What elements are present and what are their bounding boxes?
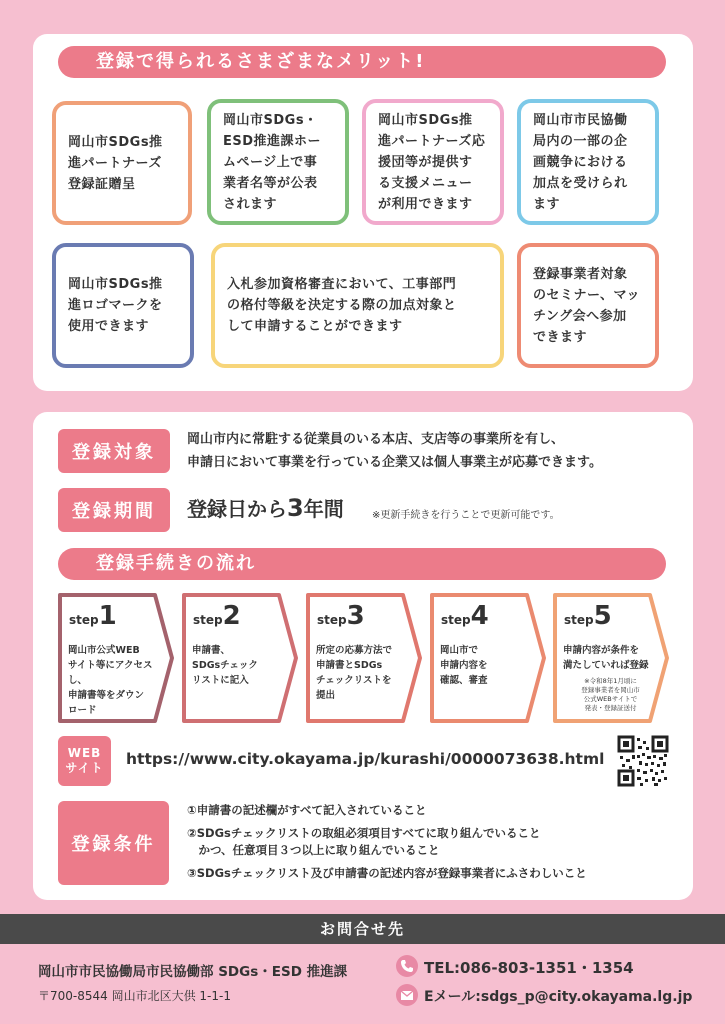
step-4 <box>430 593 547 723</box>
merit-line: 使用できます <box>68 319 150 334</box>
target-line: 岡山市内に常駐する従業員のいる本店、支店等の事業所を有し、 <box>187 432 565 447</box>
merit-card-2 <box>207 99 349 225</box>
merit-line: 岡山市市民協働 <box>533 112 628 128</box>
merit-line: る支援メニュー <box>378 175 473 191</box>
merit-line: の格付等級を決定する際の加点対象と <box>227 298 457 313</box>
contact-title: お問合せ先 <box>0 914 725 944</box>
merit-line: 進パートナーズ <box>68 155 162 171</box>
condition-item-3: ③SDGsチェックリスト及び申請書の記述内容が登録事業者にふさわしいこと <box>187 866 587 880</box>
step-2 <box>182 593 299 723</box>
step-description: 岡山市で 申請内容を 確認、審査 <box>440 645 488 686</box>
merit-line: が利用できます <box>378 196 473 212</box>
phone-icon <box>396 955 418 977</box>
contact-tel: TEL:086-803-1351・1354 <box>424 959 634 977</box>
condition-item-1: ①申請書の記述欄がすべて記入されていること <box>187 803 427 817</box>
merit-card-7 <box>517 243 659 368</box>
target-line: 申請日において事業を行っている企業又は個人事業主が応募できます。 <box>187 455 602 470</box>
step-3 <box>306 593 423 723</box>
merit-line: 進ロゴマークを <box>68 298 163 313</box>
merit-line: ESD推進課ホー <box>223 133 322 149</box>
merit-line: 加点を受けられ <box>533 175 628 191</box>
condition-item-2-cont: かつ、任意項目３つ以上に取り組んでいること <box>187 843 440 857</box>
web-label-line: サイト <box>65 761 104 775</box>
merit-line: 岡山市SDGs推 <box>68 277 163 292</box>
conditions-label: 登録条件 <box>58 801 169 885</box>
merits-title: 登録で得られるさまざまなメリット! <box>58 46 666 78</box>
merit-card-6 <box>211 243 504 368</box>
period-label: 登録期間 <box>58 488 170 532</box>
merit-line: 局内の一部の企 <box>533 133 628 149</box>
web-label-line: WEB <box>67 746 102 760</box>
step-note: ※令和8年1月頃に 登録事業者を岡山市 公式WEBサイトで 発表・登録証送付 <box>581 677 640 712</box>
merit-line: 岡山市SDGs・ <box>223 112 318 128</box>
merit-line: されます <box>223 196 278 212</box>
email-icon <box>396 984 418 1006</box>
contact-department: 岡山市市民協働局市民協働部 SDGs・ESD 推進課 <box>38 964 348 980</box>
target-text <box>187 428 687 474</box>
merit-line: 進パートナーズ応 <box>378 133 486 149</box>
step-heading: step1 <box>69 601 117 631</box>
step-1 <box>58 593 175 723</box>
merit-line: 援団等が提供す <box>378 154 473 170</box>
qr-code-icon <box>617 735 669 787</box>
merit-line: できます <box>533 329 588 345</box>
contact-email: Eメール:sdgs_p@city.okayama.lg.jp <box>424 989 693 1005</box>
target-label: 登録対象 <box>58 429 170 473</box>
step-heading: step2 <box>193 601 241 631</box>
step-heading: step5 <box>564 601 612 631</box>
merit-card-5 <box>52 243 194 368</box>
merit-line: 登録事業者対象 <box>533 266 628 282</box>
step-heading: step3 <box>317 601 365 631</box>
step-description: 申請書、 SDGsチェック リストに記入 <box>192 645 258 686</box>
merit-line: ムページ上で事 <box>223 154 318 170</box>
period-suffix: 年間 <box>303 497 344 521</box>
merit-line: ます <box>533 196 561 212</box>
merit-line: チング会へ参加 <box>533 308 627 324</box>
step-description: 岡山市公式WEB サイト等にアクセスし、 申請書等をダウン ロード <box>68 645 153 716</box>
merit-card-3 <box>362 99 504 225</box>
merit-line: 業者名等が公表 <box>223 175 318 191</box>
step-description: 所定の応募方法で 申請書とSDGs チェックリストを 提出 <box>316 645 393 701</box>
merit-line: 岡山市SDGs推 <box>68 134 163 150</box>
condition-item-2: ②SDGsチェックリストの取組必須項目すべてに取り組んでいること <box>187 826 541 840</box>
contact-address: 〒700-8544 岡山市北区大供 1-1-1 <box>38 989 231 1003</box>
merit-line: 画競争における <box>533 154 628 170</box>
web-url-link[interactable]: https://www.city.okayama.jp/kurashi/0000073638.html <box>126 750 605 768</box>
merit-line: のセミナー、マッ <box>533 287 640 303</box>
merit-line: して申請することができます <box>227 319 403 334</box>
merit-line: 入札参加資格審査において、工事部門 <box>227 277 457 292</box>
period-main <box>187 493 344 522</box>
step-heading: step4 <box>441 601 489 631</box>
merit-line: 岡山市SDGs推 <box>378 112 473 128</box>
merit-card-4 <box>517 99 659 225</box>
period-note: ※更新手続きを行うことで更新可能です。 <box>372 510 560 521</box>
merit-card-1 <box>52 101 192 225</box>
step-description: 申請内容が条件を 満たしていれば登録 <box>563 645 649 671</box>
web-label <box>58 736 111 786</box>
merit-line: 登録証贈呈 <box>68 176 136 192</box>
flow-title: 登録手続きの流れ <box>58 548 666 580</box>
period-prefix: 登録日から <box>187 497 287 521</box>
step-5 <box>553 593 670 723</box>
period-number: 3 <box>287 494 304 522</box>
